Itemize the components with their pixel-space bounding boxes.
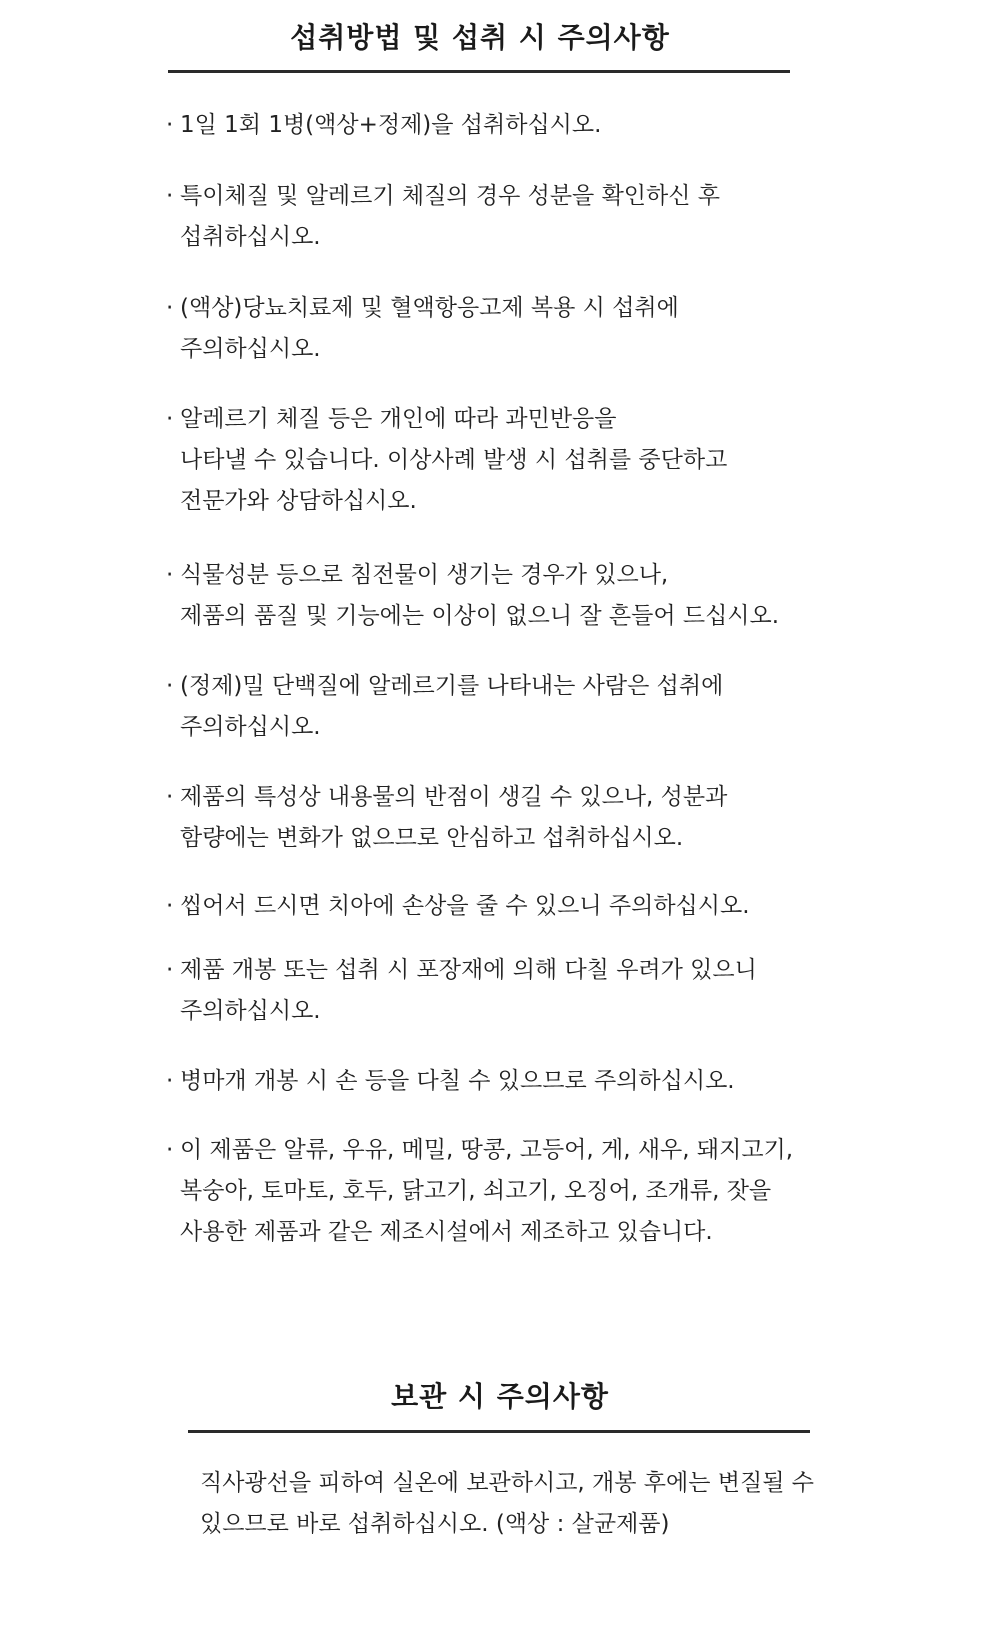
caution-line: 제품의 특성상 내용물의 반점이 생길 수 있으나, 성분과 (180, 784, 728, 810)
caution-item-bottle-cap (166, 1061, 735, 1102)
caution-line: 함량에는 변화가 없으므로 안심하고 섭취하십시오. (180, 825, 684, 851)
caution-line: 복숭아, 토마토, 호두, 닭고기, 쇠고기, 오징어, 조개류, 잣을 (180, 1178, 772, 1204)
caution-line: (액상)당뇨치료제 및 혈액항응고제 복용 시 섭취에 (180, 295, 679, 321)
caution-line: 병마개 개봉 시 손 등을 다칠 수 있으므로 주의하십시오. (180, 1068, 735, 1094)
caution-line: 특이체질 및 알레르기 체질의 경우 성분을 확인하신 후 (180, 183, 720, 209)
bullet-dot: · (166, 406, 174, 432)
caution-line: 주의하십시오. (180, 336, 321, 362)
bullet-dot: · (166, 295, 174, 321)
bullet-dot: · (166, 673, 174, 699)
caution-item-sediment (166, 555, 779, 637)
storage-text-line: 있으므로 바로 섭취하십시오. (액상 : 살균제품) (200, 1511, 670, 1537)
caution-item-hypersensitivity (166, 399, 727, 522)
bullet-dot: · (166, 1068, 174, 1094)
caution-line: 주의하십시오. (180, 998, 321, 1024)
bullet-dot: · (166, 112, 174, 138)
caution-line: 식물성분 등으로 침전물이 생기는 경우가 있으나, (180, 562, 669, 588)
caution-line: 1일 1회 1병(액상+정제)을 섭취하십시오. (180, 112, 602, 138)
intake-section-title: 섭취방법 및 섭취 시 주의사항 (290, 21, 670, 54)
caution-line: 나타낼 수 있습니다. 이상사례 발생 시 섭취를 중단하고 (180, 447, 728, 473)
caution-line: 알레르기 체질 등은 개인에 따라 과민반응을 (180, 406, 617, 432)
storage-section-title: 보관 시 주의사항 (391, 1380, 609, 1413)
caution-line: 전문가와 상담하십시오. (180, 488, 417, 514)
caution-line: 주의하십시오. (180, 714, 321, 740)
caution-item-dosage (166, 105, 601, 146)
intake-caution-list (166, 0, 866, 1300)
caution-item-wheat-protein (166, 666, 723, 748)
caution-line: 사용한 제품과 같은 제조시설에서 제조하고 있습니다. (180, 1219, 713, 1245)
caution-item-spots (166, 777, 727, 859)
caution-item-allergy-check (166, 176, 720, 258)
caution-item-packaging (166, 950, 757, 1032)
caution-line: 씹어서 드시면 치아에 손상을 줄 수 있으니 주의하십시오. (180, 893, 750, 919)
caution-line: 제품의 품질 및 기능에는 이상이 없으니 잘 흔들어 드십시오. (180, 603, 780, 629)
caution-item-allergens-facility (166, 1130, 793, 1253)
bullet-dot: · (166, 183, 174, 209)
caution-line: 이 제품은 알류, 우유, 메밀, 땅콩, 고등어, 게, 새우, 돼지고기, (180, 1137, 794, 1163)
caution-line: (정제)밀 단백질에 알레르기를 나타내는 사람은 섭취에 (180, 673, 724, 699)
bullet-dot: · (166, 957, 174, 983)
caution-item-chewing (166, 886, 750, 927)
bullet-dot: · (166, 784, 174, 810)
storage-text-line: 직사광선을 피하여 실온에 보관하시고, 개봉 후에는 변질될 수 (200, 1470, 814, 1496)
storage-section-divider (188, 1430, 810, 1433)
caution-item-medication (166, 288, 679, 370)
bullet-dot: · (166, 1137, 174, 1163)
caution-line: 제품 개봉 또는 섭취 시 포장재에 의해 다칠 우려가 있으니 (180, 957, 757, 983)
caution-line: 섭취하십시오. (180, 224, 321, 250)
bullet-dot: · (166, 893, 174, 919)
bullet-dot: · (166, 562, 174, 588)
